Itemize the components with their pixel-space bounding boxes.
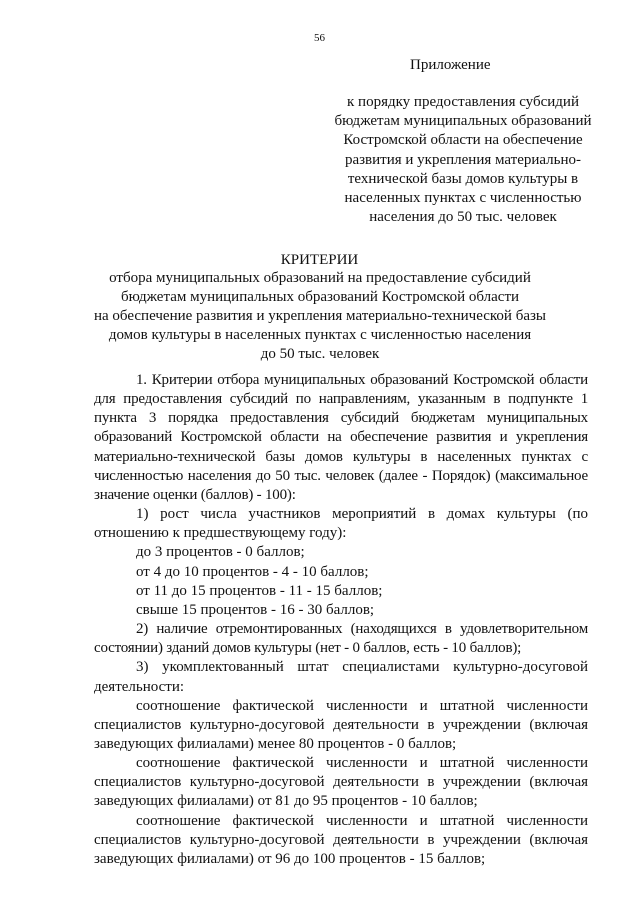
criteria-heading: КРИТЕРИИ [280,252,359,268]
paragraph-score-band: до 3 процентов - 0 баллов; [136,544,305,561]
paragraph-staffing-band: соотношение фактической численности и штатной численности специалистов культурно-досуговой деятельности в учреждении (включая заведующих филиалами) от 81 до 95 процентов - 10 баллов; [94,755,588,810]
appendix-note [318,93,608,227]
criteria-subtitle-line: отбора муниципальных образований на предоставление субсидий [109,270,531,286]
appendix-note-line: к порядку предоставления субсидий [347,94,579,110]
paragraph-score-band: от 11 до 15 процентов - 11 - 15 баллов; [136,582,383,599]
paragraph-staffing-band: соотношение фактической численности и штатной численности специалистов культурно-досуговой деятельности в учреждении (включая заведующих филиалами) от 96 до 100 процентов - 15 баллов; [94,812,588,867]
paragraph-criteria-intro: 1. Критерии отбора муниципальных образований Костромской области для предоставления субсидий по направлениям, указанным в подпункте 1 пункта 3 порядка предоставления субсидий бюджетам муниципальных образований Костромской области на обеспечение развития и укрепления материально-технической базы домов культуры в населенных пунктах с численностью населения до 50 тыс. человек (далее - Порядок) (максимальное значение оценки (баллов) - 100): [94,372,588,503]
paragraph-criterion-1: 1) рост числа участников мероприятий в домах культуры (по отношению к предшествующему году): [94,506,588,542]
criteria-subtitle-line: до 50 тыс. человек [260,346,380,362]
appendix-note-line: Костромской области на обеспечение [343,132,583,149]
paragraph-criterion-2: 2) наличие отремонтированных (находящихся в удовлетворительном состоянии) зданий домов культуры (нет - 0 баллов, есть - 10 баллов); [94,621,588,657]
paragraph-criterion-3: 3) укомплектованный штат специалистами культурно-досуговой деятельности: [94,659,588,695]
paragraph-score-band: от 4 до 10 процентов - 4 - 10 баллов; [136,563,369,580]
appendix-note-line: населения до 50 тыс. человек [369,209,557,226]
appendix-note-line: технической базы домов культуры в [347,170,579,187]
criteria-subtitle-line: на обеспечение развития и укрепления материально-технической базы [94,308,546,324]
criteria-subtitle-line: домов культуры в населенных пунктах с численностью населения [108,327,532,343]
criteria-subtitle [80,269,560,364]
paragraph-staffing-band: соотношение фактической численности и штатной численности специалистов культурно-досуговой деятельности в учреждении (включая заведующих филиалами) менее 80 процентов - 0 баллов; [94,697,588,752]
appendix-title: Приложение [410,57,491,73]
page-number: 56 [314,32,325,44]
paragraph-score-band: свыше 15 процентов - 16 - 30 баллов; [136,601,375,618]
appendix-note-line: развития и укрепления материально- [344,151,582,168]
appendix-note-line: бюджетам муниципальных образований [334,113,592,130]
criteria-subtitle-line: бюджетам муниципальных образований Костромской области [120,289,520,305]
appendix-note-line: населенных пунктах с численностью [344,190,582,207]
document-body [94,371,588,869]
